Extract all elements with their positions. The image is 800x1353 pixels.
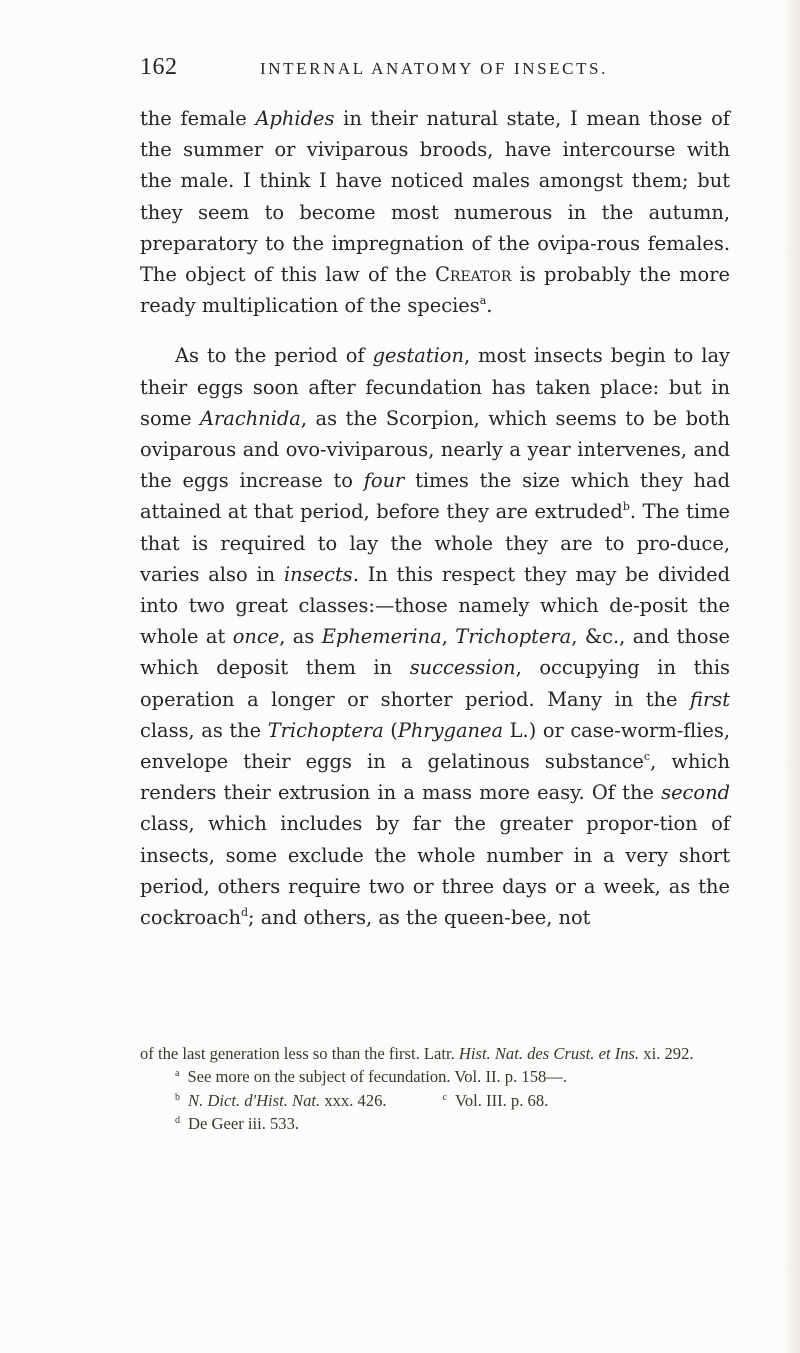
footnote-text: of the last generation less so than the first. Latr. <box>140 1044 459 1063</box>
footnote-text: Vol. III. p. 68. <box>455 1090 549 1110</box>
footnote-ref-d: d <box>241 906 249 920</box>
footnote-mark-a: a <box>175 1068 180 1080</box>
term-creator: Creator <box>435 263 512 287</box>
text-segment: . <box>486 294 493 318</box>
term-succession: succession <box>409 656 516 680</box>
text-segment: . The time that is required to lay the whole they are to pro-duce, varies also in <box>140 500 730 586</box>
page-number: 162 <box>140 54 178 80</box>
footnotes <box>140 1042 730 1136</box>
footnote-ref-b: b <box>622 500 630 514</box>
term-aphides: Aphides <box>255 107 335 130</box>
footnote-title: N. Dict. d'Hist. Nat. <box>188 1090 321 1110</box>
term-insects: insects <box>283 562 353 586</box>
footnote-mark-b: b <box>175 1091 180 1103</box>
footnote-mark-c: c <box>442 1091 447 1103</box>
text-segment: , most insects begin to lay their eggs soon after fecundation has taken place: but in some <box>140 344 730 430</box>
text-segment: the female <box>140 107 256 130</box>
text-segment: . In this respect they may be divided into two great classes:—those namely which de-posit the whole at <box>140 562 731 649</box>
text-segment: As to the period of <box>175 344 373 368</box>
text-segment: L.) or case-worm-flies, envelope their eggs in a gelatinous substance <box>140 718 730 774</box>
text-segment: in their natural state, I mean those of the summer or viviparous broods, have intercourse with the male. I think I have noticed males amongst them; but they seem to become most numerous in the autumn, preparatory to the impregnation of the ovipa-rous females. The object of this law of the <box>140 107 730 287</box>
footnote-a <box>140 1065 730 1088</box>
footnote-mark-d: d <box>175 1115 180 1127</box>
text-segment: ( <box>383 718 398 742</box>
footnote-b-c <box>140 1089 730 1112</box>
paragraph-continued <box>140 103 730 321</box>
term-ephemerina: Ephemerina <box>321 625 442 649</box>
term-trichoptera: Trichoptera <box>455 625 572 649</box>
footnote-continued <box>140 1042 730 1065</box>
term-four: four <box>363 469 405 493</box>
term-phryganea: Phryganea <box>397 718 504 742</box>
term-second: second <box>661 781 730 805</box>
footnote-title: Hist. Nat. des Crust. et Ins. <box>458 1044 640 1063</box>
text-segment: , which renders their extrusion in a mass more easy. Of the <box>140 750 730 805</box>
footnote-text: De Geer iii. 533. <box>188 1114 300 1134</box>
text-segment: is probably the more ready multiplication of the species <box>140 263 730 318</box>
running-head <box>140 54 700 88</box>
footnote-text: xi. 292. <box>639 1044 694 1063</box>
term-arachnida: Arachnida <box>200 406 301 430</box>
running-head-title: INTERNAL ANATOMY OF INSECTS. <box>260 59 608 78</box>
text-segment: ; and others, as the queen-bee, not <box>248 906 591 930</box>
text-segment: class, which includes by far the greater propor-tion of insects, some exclude the whole number in a very short period, others require two or three days or a week, as the cockroach <box>140 812 730 930</box>
footnote-text: xxx. 426. <box>320 1090 387 1110</box>
footnote-ref-c: c <box>643 750 651 764</box>
paragraph-gestation <box>140 340 730 933</box>
term-first: first <box>690 687 730 711</box>
footnote-text: See more on the subject of fecundation. Vol. II. p. 158—. <box>187 1067 568 1087</box>
text-segment: class, as the <box>140 718 268 742</box>
page-edge-shadow <box>782 0 800 1353</box>
text-segment: , &c., and those which deposit them in <box>140 625 730 680</box>
text-segment: , <box>441 625 456 649</box>
footnote-d <box>140 1112 730 1135</box>
text-segment: , occupying in this operation a longer or shorter period. Many in the <box>140 656 731 711</box>
text-segment: times the size which they had attained at that period, before they are extruded <box>140 469 730 524</box>
term-once: once <box>232 625 280 649</box>
term-trichoptera: Trichoptera <box>267 718 384 742</box>
term-gestation: gestation <box>372 344 464 368</box>
text-segment: , as the Scorpion, which seems to be both oviparous and ovo-viviparous, nearly a year intervenes, and the eggs increase to <box>140 406 730 493</box>
footnote-ref-a: a <box>479 294 487 308</box>
body-text <box>140 103 730 933</box>
text-segment: , as <box>279 625 322 649</box>
